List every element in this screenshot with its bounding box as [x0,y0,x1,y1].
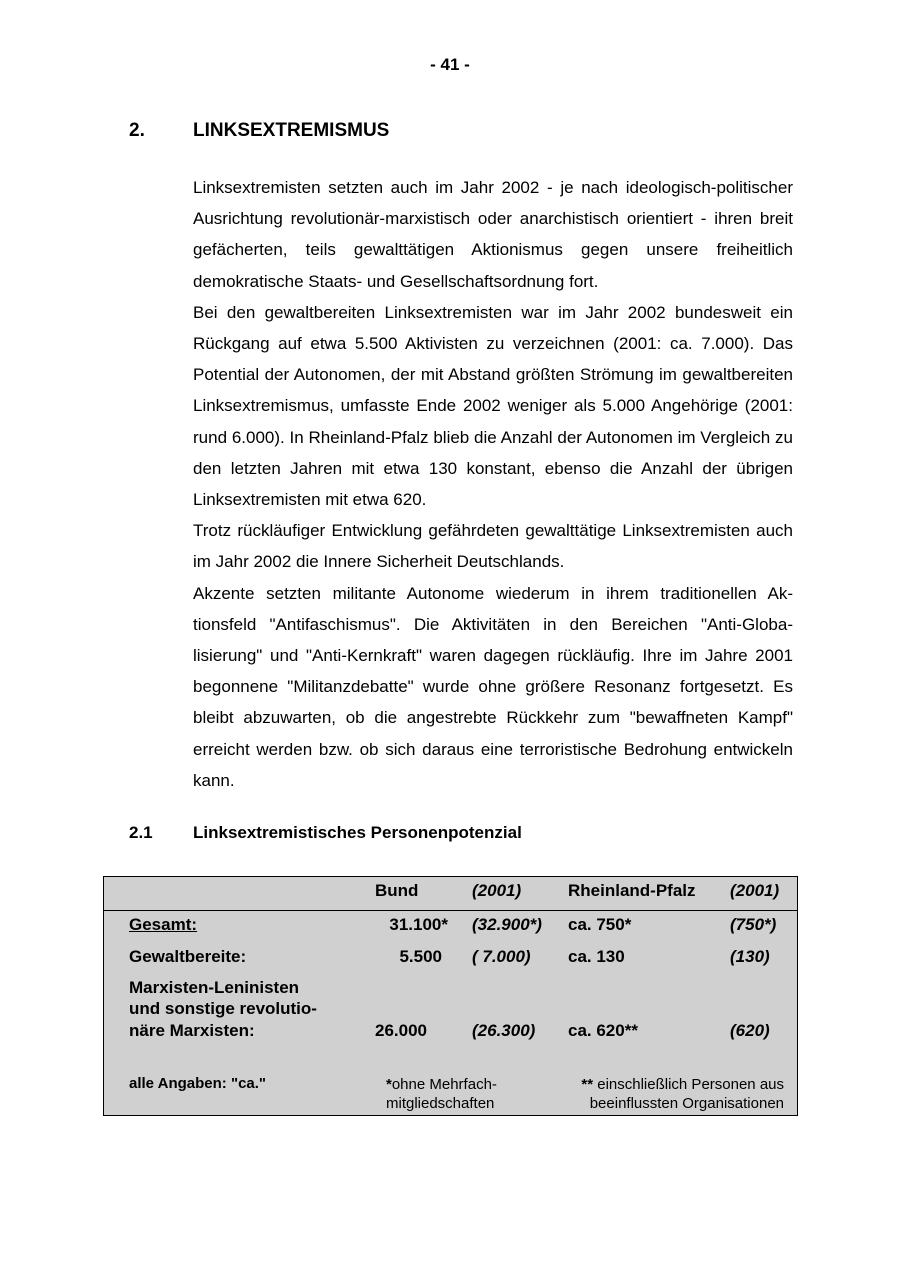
section-title: LINKSEXTREMISMUS [193,120,390,141]
page-number: - 41 - [430,55,470,74]
header-divider [104,910,797,911]
cell-bund: 31.100* [389,915,448,934]
cell-rlp: ca. 620** [568,1021,638,1040]
header-rlp: Rheinland-Pfalz [568,881,696,900]
cell-rlp-2001: (620) [730,1021,770,1040]
footnote-star-line1: ohne Mehrfach- [391,1076,497,1093]
cell-rlp-2001: (130) [730,947,770,966]
header-bund-2001: (2001) [472,881,522,900]
footnote-dstar-line2: beeinflussten Organisationen [589,1095,784,1112]
paragraph: Linksextremisten setzten auch im Jahr 2002 - je nach ideologisch-politischer Ausrichtung revolutionär-marxistisch oder anarchistisch orientiert - ihren breit gefächerten, teils gewalttätigen Aktionismus gegen unsere freiheitlich demokratische Staats- und Gesellschaftsordnung fort. [193,178,793,291]
footnote-dstar-mark: ** [581,1076,594,1093]
personenpotenzial-table [103,876,798,1116]
row-label-marxisten-line1: Marxisten-Leninisten [129,978,300,997]
header-bund: Bund [375,881,419,900]
subsection-number: 2.1 [129,823,153,842]
footnote-double-star [581,1075,784,1113]
footnote-all-approx: alle Angaben: "ca." [129,1075,267,1092]
row-label-gewaltbereite: Gewaltbereite: [129,947,247,966]
body-text [193,172,793,796]
section-number: 2. [129,120,145,141]
subsection-title: Linksextremistisches Personenpotenzial [193,823,522,842]
cell-bund: 26.000 [375,1021,427,1040]
row-label-gesamt: Gesamt: [129,915,198,934]
subsection-heading [129,823,522,843]
paragraph: Akzente setzten militante Autonome wiederum in ihrem traditionellen Aktionsfeld "Antifaschismus". Die Aktivitäten in den Bereichen "Anti-Globalisierung" und "Anti-Kernkraft" waren dagegen rückläufig. Ihre im Jahre 2001 begonnene "Militanzdebatte" wurde ohne größere Resonanz fortgesetzt. Es bleibt abzuwarten, ob die angestrebte Rückkehr zum "bewaffneten Kampf" erreicht werden bzw. ob sich daraus eine terroristische Bedrohung entwickeln kann. [193,583,793,790]
paragraph: Bei den gewaltbereiten Linksextremisten war im Jahr 2002 bundesweit ein Rückgang auf etwa 5.500 Aktivisten zu verzeichnen (2001: ca. 7.000). Das Potential der Autonomen, der mit Abstand größten Strömung im gewaltbereiten Linksextremismus, umfasste Ende 2002 weniger als 5.000 Angehörige (2001: rund 6.000). In Rheinland-Pfalz blieb die Anzahl der Autonomen im Vergleich zu den letzten Jahren mit etwa 130 konstant, ebenso die Anzahl der übrigen Linksextremisten mit etwa 620. [193,302,793,510]
footnote-dstar-line1: einschließlich Personen aus [593,1076,784,1093]
cell-bund-2001: (26.300) [472,1021,536,1040]
cell-rlp: ca. 750* [568,915,632,934]
cell-bund-2001: (32.900*) [472,915,542,934]
footnote-star [386,1075,497,1113]
section-heading [129,120,389,142]
cell-rlp: ca. 130 [568,947,625,966]
cell-rlp-2001: (750*) [730,915,777,934]
row-label-marxisten-line2: und sonstige revolutio- [129,999,317,1018]
footnote-star-mark: * [386,1076,392,1093]
paragraph: Trotz rückläufiger Entwicklung gefährdeten gewalttätige Linksextremisten auch im Jahr 2002 die Innere Sicherheit Deutschlands. [193,521,793,572]
cell-bund: 5.500 [399,947,442,966]
footnote-star-line2: mitgliedschaften [386,1095,495,1112]
row-label-marxisten-line3: näre Marxisten: [129,1021,255,1040]
cell-bund-2001: ( 7.000) [472,947,531,966]
header-rlp-2001: (2001) [730,881,780,900]
